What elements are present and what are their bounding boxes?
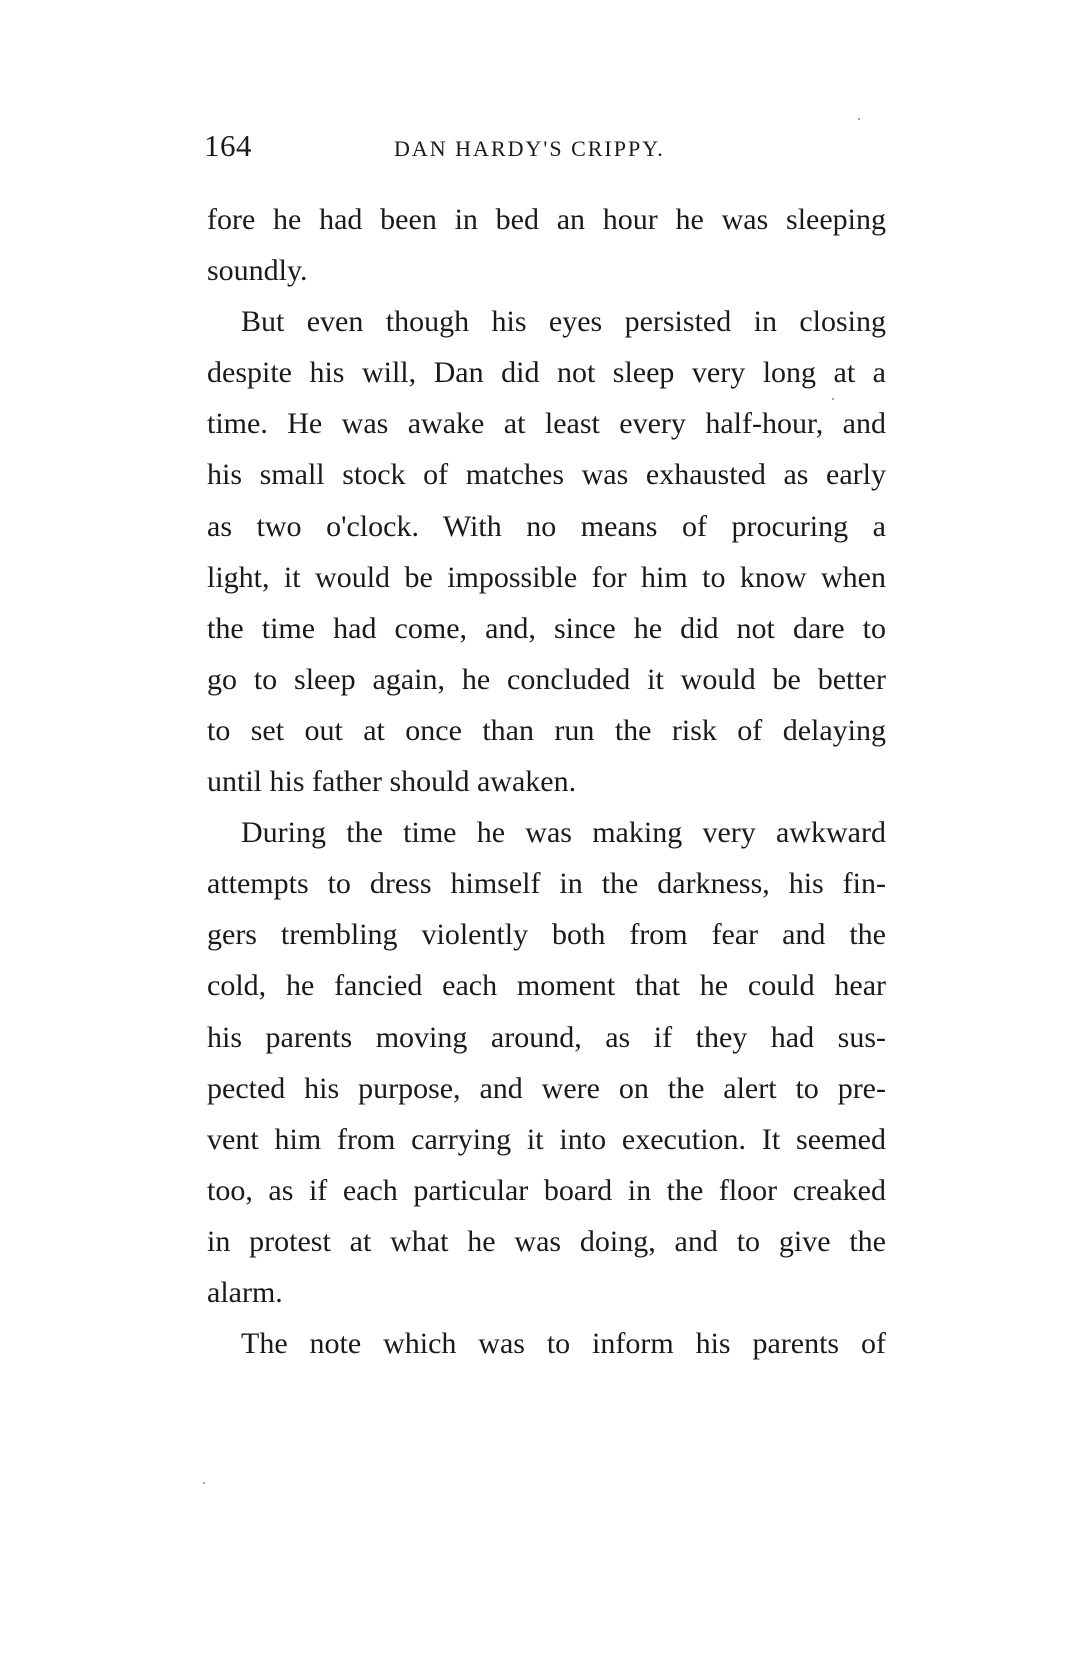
scan-speck — [203, 1482, 205, 1484]
page-header — [204, 128, 886, 168]
scan-speck — [832, 398, 834, 400]
text-line: the time had come, and, since he did not dare to — [207, 611, 886, 645]
text-line: light, it would be impossible for him to know when — [207, 560, 886, 594]
text-line: despite his will, Dan did not sleep very long at a — [207, 356, 886, 390]
text-line: as two o'clock. With no means of procuring a — [207, 509, 886, 543]
text-line: alarm. — [207, 1275, 283, 1309]
body-text — [207, 194, 886, 1369]
text-line: his parents moving around, as if they had sus- — [207, 1020, 886, 1054]
text-line: soundly. — [207, 254, 308, 288]
text-line: gers trembling violently both from fear and the — [207, 918, 886, 952]
scan-speck — [858, 118, 860, 120]
text-line: fore he had been in bed an hour he was sleeping — [207, 203, 886, 236]
text-line: to set out at once than run the risk of delaying — [207, 713, 886, 747]
text-line: The note which was to inform his parents of — [241, 1327, 886, 1361]
text-line: too, as if each particular board in the floor creaked — [207, 1173, 886, 1207]
text-line: pected his purpose, and were on the alert to pre- — [207, 1071, 886, 1105]
text-line: his small stock of matches was exhausted as early — [207, 458, 886, 492]
running-title: DAN HARDY'S CRIPPY. — [394, 136, 665, 161]
text-line: go to sleep again, he concluded it would be better — [207, 662, 886, 696]
text-line: But even though his eyes persisted in closing — [241, 305, 886, 339]
text-line: cold, he fancied each moment that he could hear — [207, 969, 886, 1003]
text-line: attempts to dress himself in the darkness, his fin- — [207, 867, 886, 901]
text-line: During the time he was making very awkward — [241, 816, 886, 850]
page-number: 164 — [204, 128, 252, 163]
text-line: vent him from carrying it into execution. It seemed — [207, 1122, 886, 1156]
text-line: time. He was awake at least every half-hour, and — [207, 407, 886, 441]
text-line: until his father should awaken. — [207, 765, 577, 799]
text-line: in protest at what he was doing, and to give the — [207, 1224, 886, 1258]
